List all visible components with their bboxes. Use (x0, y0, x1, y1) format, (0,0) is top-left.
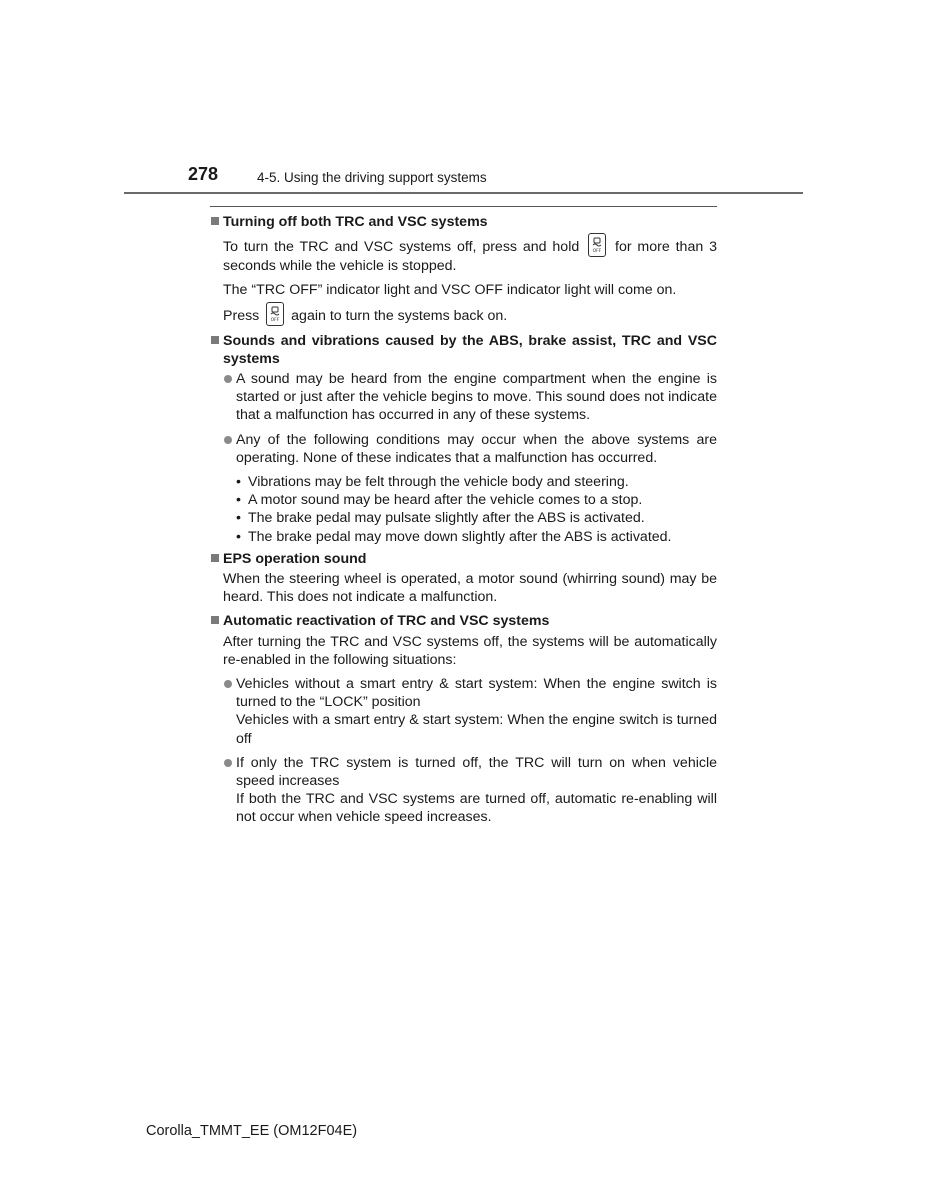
sub-list-item: • The brake pedal may pulsate slightly after the ABS is activated. (236, 510, 645, 527)
square-marker-icon (211, 616, 219, 624)
square-marker-icon (211, 336, 219, 344)
section-heading: EPS operation sound (210, 550, 717, 568)
bullet-icon: • (236, 474, 241, 491)
section-heading: Automatic reactivation of TRC and VSC systems (210, 612, 717, 630)
bullet-icon: • (236, 492, 241, 509)
section-heading: Sounds and vibrations caused by the ABS, brake assist, TRC and VSC systems (210, 332, 717, 368)
bullet-dot-icon (224, 436, 232, 444)
bullet-icon: • (236, 510, 241, 527)
header-rule (124, 192, 803, 194)
vsc-off-switch-icon (588, 233, 606, 257)
bullet-dot-icon (224, 759, 232, 767)
list-item: If only the TRC system is turned off, the TRC will turn on when vehicle speed increases If both the TRC and VSC systems are turned off, automatic re-enabling will not occur when vehicle speed increases. (210, 754, 717, 827)
paragraph: To turn the TRC and VSC systems off, press and hold OFF for more than 3 seconds while the vehicle is stopped. (210, 237, 717, 275)
svg-text:OFF: OFF (270, 317, 280, 322)
footer-text: Corolla_TMMT_EE (OM12F04E) (146, 1123, 358, 1139)
list-item: Any of the following conditions may occur when the above systems are operating. None of these indicates that a malfunction has occurred. (210, 431, 717, 467)
section-heading: Turning off both TRC and VSC systems (210, 213, 717, 231)
page-number: 278 (188, 164, 219, 184)
sub-list (210, 473, 717, 546)
paragraph: Press OFF again to turn the systems back on. (210, 306, 717, 326)
paragraph: After turning the TRC and VSC systems off, the systems will be automatically re-enabled in the following situations: (223, 633, 717, 668)
square-marker-icon (211, 554, 219, 562)
square-marker-icon (211, 217, 219, 225)
svg-text:OFF: OFF (592, 249, 602, 254)
sub-list-item: • Vibrations may be felt through the vehicle body and steering. (236, 474, 629, 491)
section-title: 4-5. Using the driving support systems (257, 170, 487, 185)
paragraph: When the steering wheel is operated, a motor sound (whirring sound) may be heard. This does not indicate a malfunction. (223, 571, 717, 606)
bullet-icon: • (236, 528, 241, 545)
bullet-dot-icon (224, 680, 232, 688)
sub-list-item: • A motor sound may be heard after the vehicle comes to a stop. (236, 492, 643, 509)
content-area (210, 206, 717, 833)
list-item: A sound may be heard from the engine compartment when the engine is started or just after the vehicle begins to move. This sound does not indicate that a malfunction has occurred in any of these systems. (210, 370, 717, 425)
sub-list-item: • The brake pedal may move down slightly after the ABS is activated. (236, 528, 672, 545)
bullet-dot-icon (224, 375, 232, 383)
vsc-off-switch-icon (266, 302, 284, 326)
paragraph: The “TRC OFF” indicator light and VSC OFF indicator light will come on. (223, 282, 677, 299)
list-item: Vehicles without a smart entry & start system: When the engine switch is turned to the “LOCK” position Vehicles with a smart entry & start system: When the engine switch is turned off (210, 675, 717, 748)
